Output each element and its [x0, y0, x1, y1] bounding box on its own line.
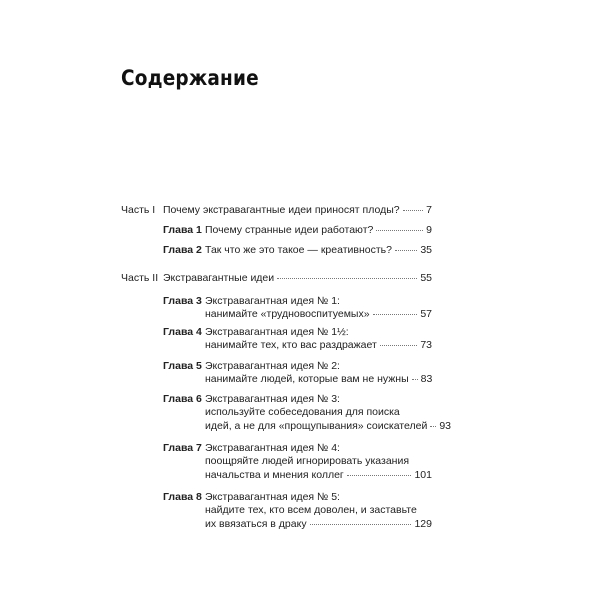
dot-leader [347, 475, 412, 476]
part-1-page: 7 [426, 204, 432, 216]
dot-leader [373, 314, 418, 315]
page-title: Содержание [121, 66, 259, 90]
chapter-5-entry [205, 360, 432, 387]
chapter-1-title: Почему странные идеи работают? [205, 224, 374, 236]
chapter-7-page: 101 [414, 468, 432, 481]
chapter-8-line-2: найдите тех, кто всем доволен, и заставьте [205, 504, 417, 517]
chapter-7-entry [205, 442, 432, 482]
part-2-entry [163, 272, 432, 285]
chapter-4-page: 73 [420, 339, 432, 352]
chapter-5-page: 83 [420, 373, 433, 386]
chapter-6-label: Глава 6 [163, 393, 202, 405]
dot-leader [430, 426, 436, 427]
dot-leader [403, 210, 424, 211]
chapter-4-label: Глава 4 [163, 326, 202, 338]
dot-leader [380, 345, 418, 346]
chapter-2-label: Глава 2 [163, 244, 202, 256]
chapter-3-entry [205, 295, 432, 322]
part-1-label: Часть I [121, 204, 156, 216]
chapter-8-line-3: их ввязаться в драку [205, 517, 307, 530]
chapter-7-label: Глава 7 [163, 442, 202, 454]
chapter-3-line-1: Экстравагантная идея № 1: [205, 295, 340, 307]
chapter-4-line-2: нанимайте тех, кто вас раздражает [205, 339, 377, 352]
part-2-page: 55 [420, 272, 432, 284]
chapter-3-line-2: нанимайте «трудновоспитуемых» [205, 308, 370, 321]
chapter-1-page: 9 [426, 224, 432, 236]
chapter-5-line-2: нанимайте людей, которые вам не нужны [205, 373, 409, 386]
dot-leader [412, 379, 418, 380]
chapter-6-line-3: идей, а не для «прощупывания» соискателей [205, 419, 428, 432]
chapter-4-entry [205, 326, 432, 353]
chapter-7-line-1: Экстравагантная идея № 4: [205, 442, 340, 454]
dot-leader [395, 250, 417, 251]
chapter-2-title: Так что же это такое — креативность? [205, 244, 392, 256]
chapter-8-page: 129 [414, 517, 432, 530]
chapter-2-entry [205, 244, 432, 257]
chapter-6-line-1: Экстравагантная идея № 3: [205, 393, 340, 405]
chapter-3-label: Глава 3 [163, 295, 202, 307]
part-2-label: Часть II [121, 272, 159, 284]
chapter-5-label: Глава 5 [163, 360, 202, 372]
chapter-2-page: 35 [420, 244, 432, 256]
chapter-8-line-1: Экстравагантная идея № 5: [205, 491, 340, 503]
dot-leader [277, 278, 417, 279]
chapter-7-line-3: начальства и мнения коллег [205, 468, 344, 481]
chapter-1-label: Глава 1 [163, 224, 202, 236]
chapter-5-line-1: Экстравагантная идея № 2: [205, 360, 340, 372]
chapter-7-line-2: поощряйте людей игнорировать указания [205, 455, 410, 468]
chapter-6-page: 93 [439, 419, 452, 432]
chapter-8-entry [205, 491, 432, 531]
chapter-6-entry [205, 393, 452, 433]
chapter-6-line-2: используйте собеседования для поиска [205, 406, 400, 419]
part-2-title: Экстравагантные идеи [163, 272, 275, 284]
part-1-entry [163, 204, 432, 217]
part-1-title: Почему экстравагантные идеи приносят плоды? [163, 204, 400, 216]
chapter-1-entry [205, 224, 432, 237]
chapter-3-page: 57 [420, 308, 432, 321]
dot-leader [310, 524, 412, 525]
chapter-4-line-1: Экстравагантная идея № 1½: [205, 326, 349, 338]
chapter-8-label: Глава 8 [163, 491, 202, 503]
dot-leader [376, 230, 423, 231]
